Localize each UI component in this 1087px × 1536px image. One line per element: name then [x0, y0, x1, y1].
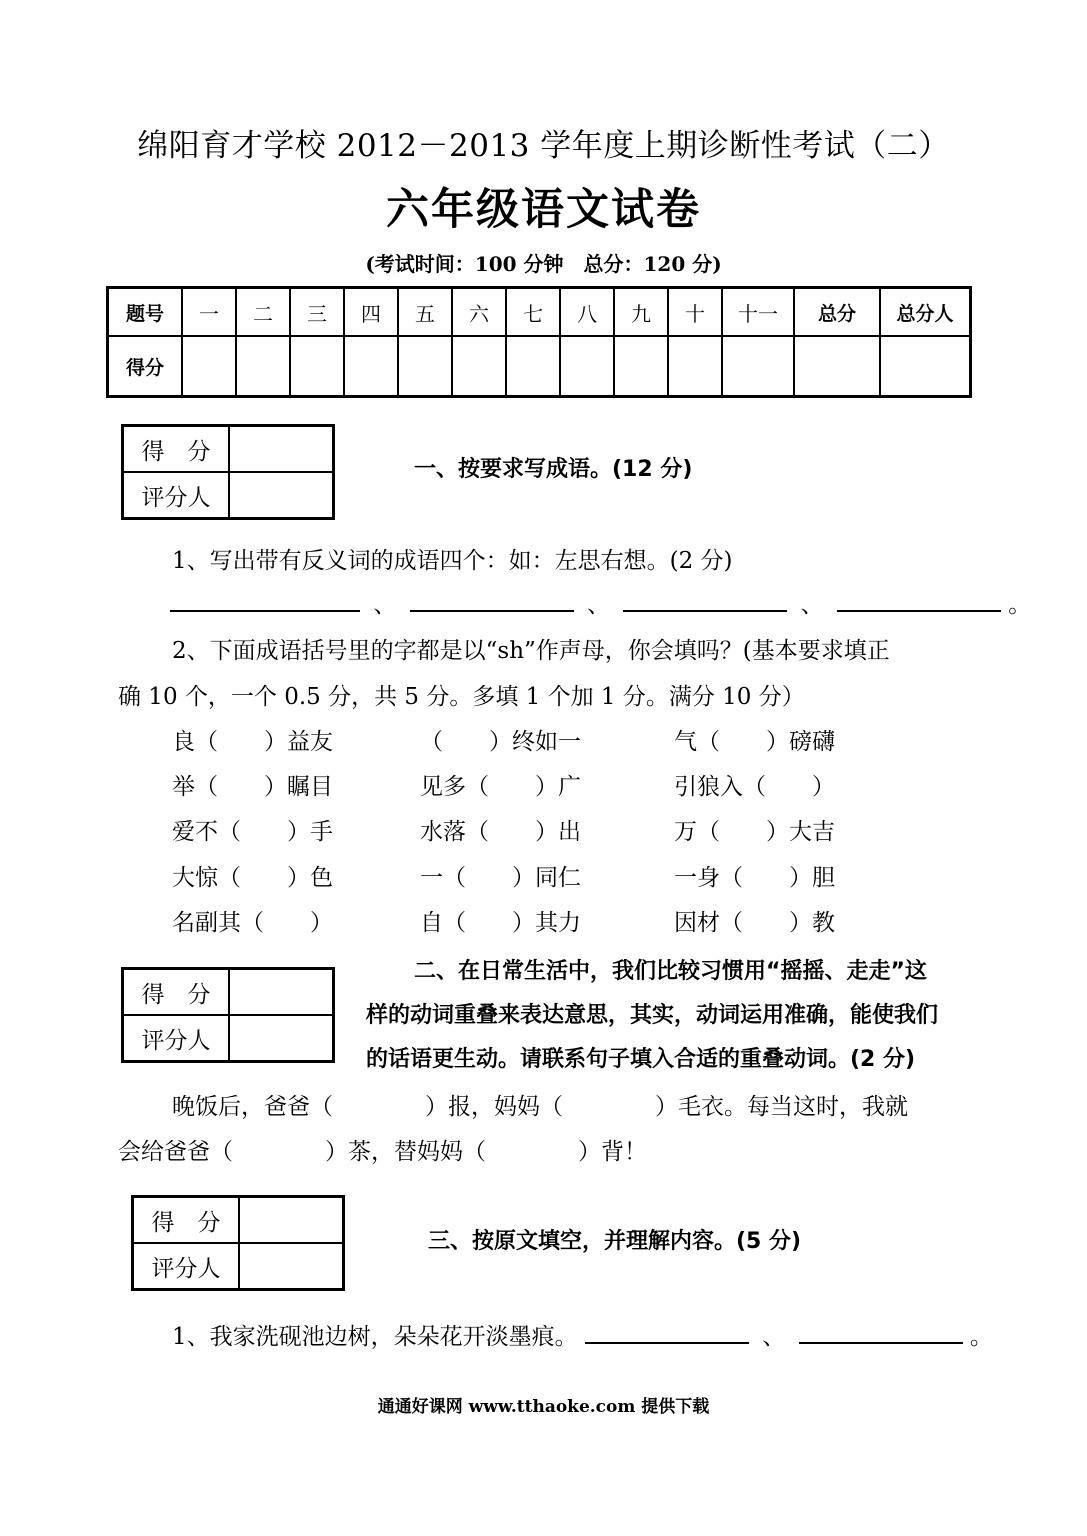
section1-heading: 一、按要求写成语。(12 分): [414, 457, 693, 482]
idiom-item: 大惊（ ）色: [172, 865, 333, 891]
score-table-header-row: [108, 288, 971, 337]
grader-box: [131, 1195, 345, 1291]
score-input-cell[interactable]: [794, 336, 880, 397]
score-table-cell: 总分人: [880, 288, 971, 337]
score-input-cell[interactable]: [290, 336, 344, 397]
idiom-item: 一身（ ）胆: [674, 865, 835, 891]
section3-heading: 三、按原文填空，并理解内容。(5 分): [428, 1229, 802, 1254]
section1-q1: 1、写出带有反义词的成语四个：如：左思右想。(2 分): [172, 548, 733, 574]
idiom-item: 万（ ）大吉: [674, 819, 835, 845]
score-label: 得 分: [133, 1197, 240, 1244]
section1-q1-answer-line: [170, 586, 1031, 619]
score-table-cell: 得分: [108, 336, 183, 397]
separator: 、: [586, 592, 610, 618]
score-input-cell[interactable]: [722, 336, 794, 397]
school-exam-title: 绵阳育才学校 2012－2013 学年度上期诊断性考试（二）: [137, 128, 950, 164]
section1-q2-line1: 2、下面成语括号里的字都是以“sh”作声母，你会填吗？(基本要求填正: [172, 638, 890, 664]
idiom-item: （ ）终如一: [420, 729, 581, 755]
score-input-cell[interactable]: [344, 336, 398, 397]
score-table-cell: 二: [236, 288, 290, 337]
grader-box: [121, 967, 335, 1063]
section2-heading-line3: 的话语更生动。请联系句子填入合适的重叠动词。(2 分): [366, 1047, 916, 1072]
idiom-item: 举（ ）瞩目: [172, 774, 333, 800]
section3-q1: 1、我家洗砚池边树，朵朵花开淡墨痕。: [172, 1324, 578, 1350]
idiom-item: 爱不（ ）手: [172, 819, 333, 845]
grader-input-cell[interactable]: [229, 472, 334, 519]
score-input-cell[interactable]: [506, 336, 560, 397]
score-table-cell: 四: [344, 288, 398, 337]
score-table-cell: 十一: [722, 288, 794, 337]
idiom-item: 见多（ ）广: [420, 774, 581, 800]
answer-blank[interactable]: [837, 586, 1001, 612]
separator: 、: [800, 592, 824, 618]
score-label: 得 分: [123, 426, 230, 473]
score-table-cell: 七: [506, 288, 560, 337]
idiom-item: 引狼入（ ）: [674, 774, 835, 800]
period: 。: [969, 1324, 993, 1350]
grader-input-cell[interactable]: [229, 1015, 334, 1062]
score-table: [106, 286, 972, 398]
score-input-cell[interactable]: [880, 336, 971, 397]
exam-info: (考试时间：100 分钟 总分：120 分): [365, 252, 722, 276]
score-table-cell: 总分: [794, 288, 880, 337]
separator: 、: [762, 1324, 786, 1350]
score-table-cell: 题号: [108, 288, 183, 337]
section2-body-line2: 会给爸爸（ ）茶，替妈妈（ ）背！: [118, 1139, 647, 1165]
idiom-item: 良（ ）益友: [172, 729, 333, 755]
idiom-item: 气（ ）磅礴: [674, 729, 835, 755]
idiom-item: 水落（ ）出: [420, 819, 581, 845]
score-table-score-row: [108, 336, 971, 397]
idiom-item: 因材（ ）教: [674, 910, 835, 936]
grader-label: 评分人: [123, 1015, 230, 1062]
score-input-cell[interactable]: [560, 336, 614, 397]
answer-blank[interactable]: [799, 1318, 963, 1344]
paper-title: 六年级语文试卷: [386, 185, 701, 235]
score-table-cell: 六: [452, 288, 506, 337]
score-input-cell[interactable]: [239, 1197, 344, 1244]
footer-credit: 通通好课网 www.tthaoke.com 提供下载: [377, 1397, 710, 1417]
grader-input-cell[interactable]: [239, 1243, 344, 1290]
score-input-cell[interactable]: [614, 336, 668, 397]
separator: 、: [373, 592, 397, 618]
section3-q1-line: [172, 1318, 993, 1351]
score-table-cell: 十: [668, 288, 722, 337]
score-table-cell: 五: [398, 288, 452, 337]
section2-body-line1: 晚饭后，爸爸（ ）报，妈妈（ ）毛衣。每当这时，我就: [172, 1094, 908, 1120]
answer-blank[interactable]: [585, 1318, 749, 1344]
score-table-cell: 一: [182, 288, 236, 337]
score-label: 得 分: [123, 969, 230, 1016]
score-input-cell[interactable]: [668, 336, 722, 397]
score-input-cell[interactable]: [229, 426, 334, 473]
score-table-cell: 八: [560, 288, 614, 337]
answer-blank[interactable]: [623, 586, 787, 612]
idiom-item: 自（ ）其力: [420, 910, 581, 936]
section1-q2-line2: 确 10 个，一个 0.5 分，共 5 分。多填 1 个加 1 分。满分 10 分）: [118, 684, 805, 710]
idiom-item: 一（ ）同仁: [420, 865, 581, 891]
grader-label: 评分人: [123, 472, 230, 519]
score-input-cell[interactable]: [229, 969, 334, 1016]
score-input-cell[interactable]: [182, 336, 236, 397]
score-input-cell[interactable]: [236, 336, 290, 397]
section2-heading-line2: 样的动词重叠来表达意思，其实，动词运用准确，能使我们: [366, 1003, 939, 1028]
score-input-cell[interactable]: [398, 336, 452, 397]
idiom-item: 名副其（ ）: [172, 910, 333, 936]
period: 。: [1008, 592, 1032, 618]
score-input-cell[interactable]: [452, 336, 506, 397]
grader-label: 评分人: [133, 1243, 240, 1290]
answer-blank[interactable]: [170, 586, 360, 612]
answer-blank[interactable]: [410, 586, 574, 612]
score-table-cell: 三: [290, 288, 344, 337]
score-table-cell: 九: [614, 288, 668, 337]
grader-box: [121, 424, 335, 520]
section2-heading-line1: 二、在日常生活中，我们比较习惯用“摇摇、走走”这: [414, 959, 927, 984]
